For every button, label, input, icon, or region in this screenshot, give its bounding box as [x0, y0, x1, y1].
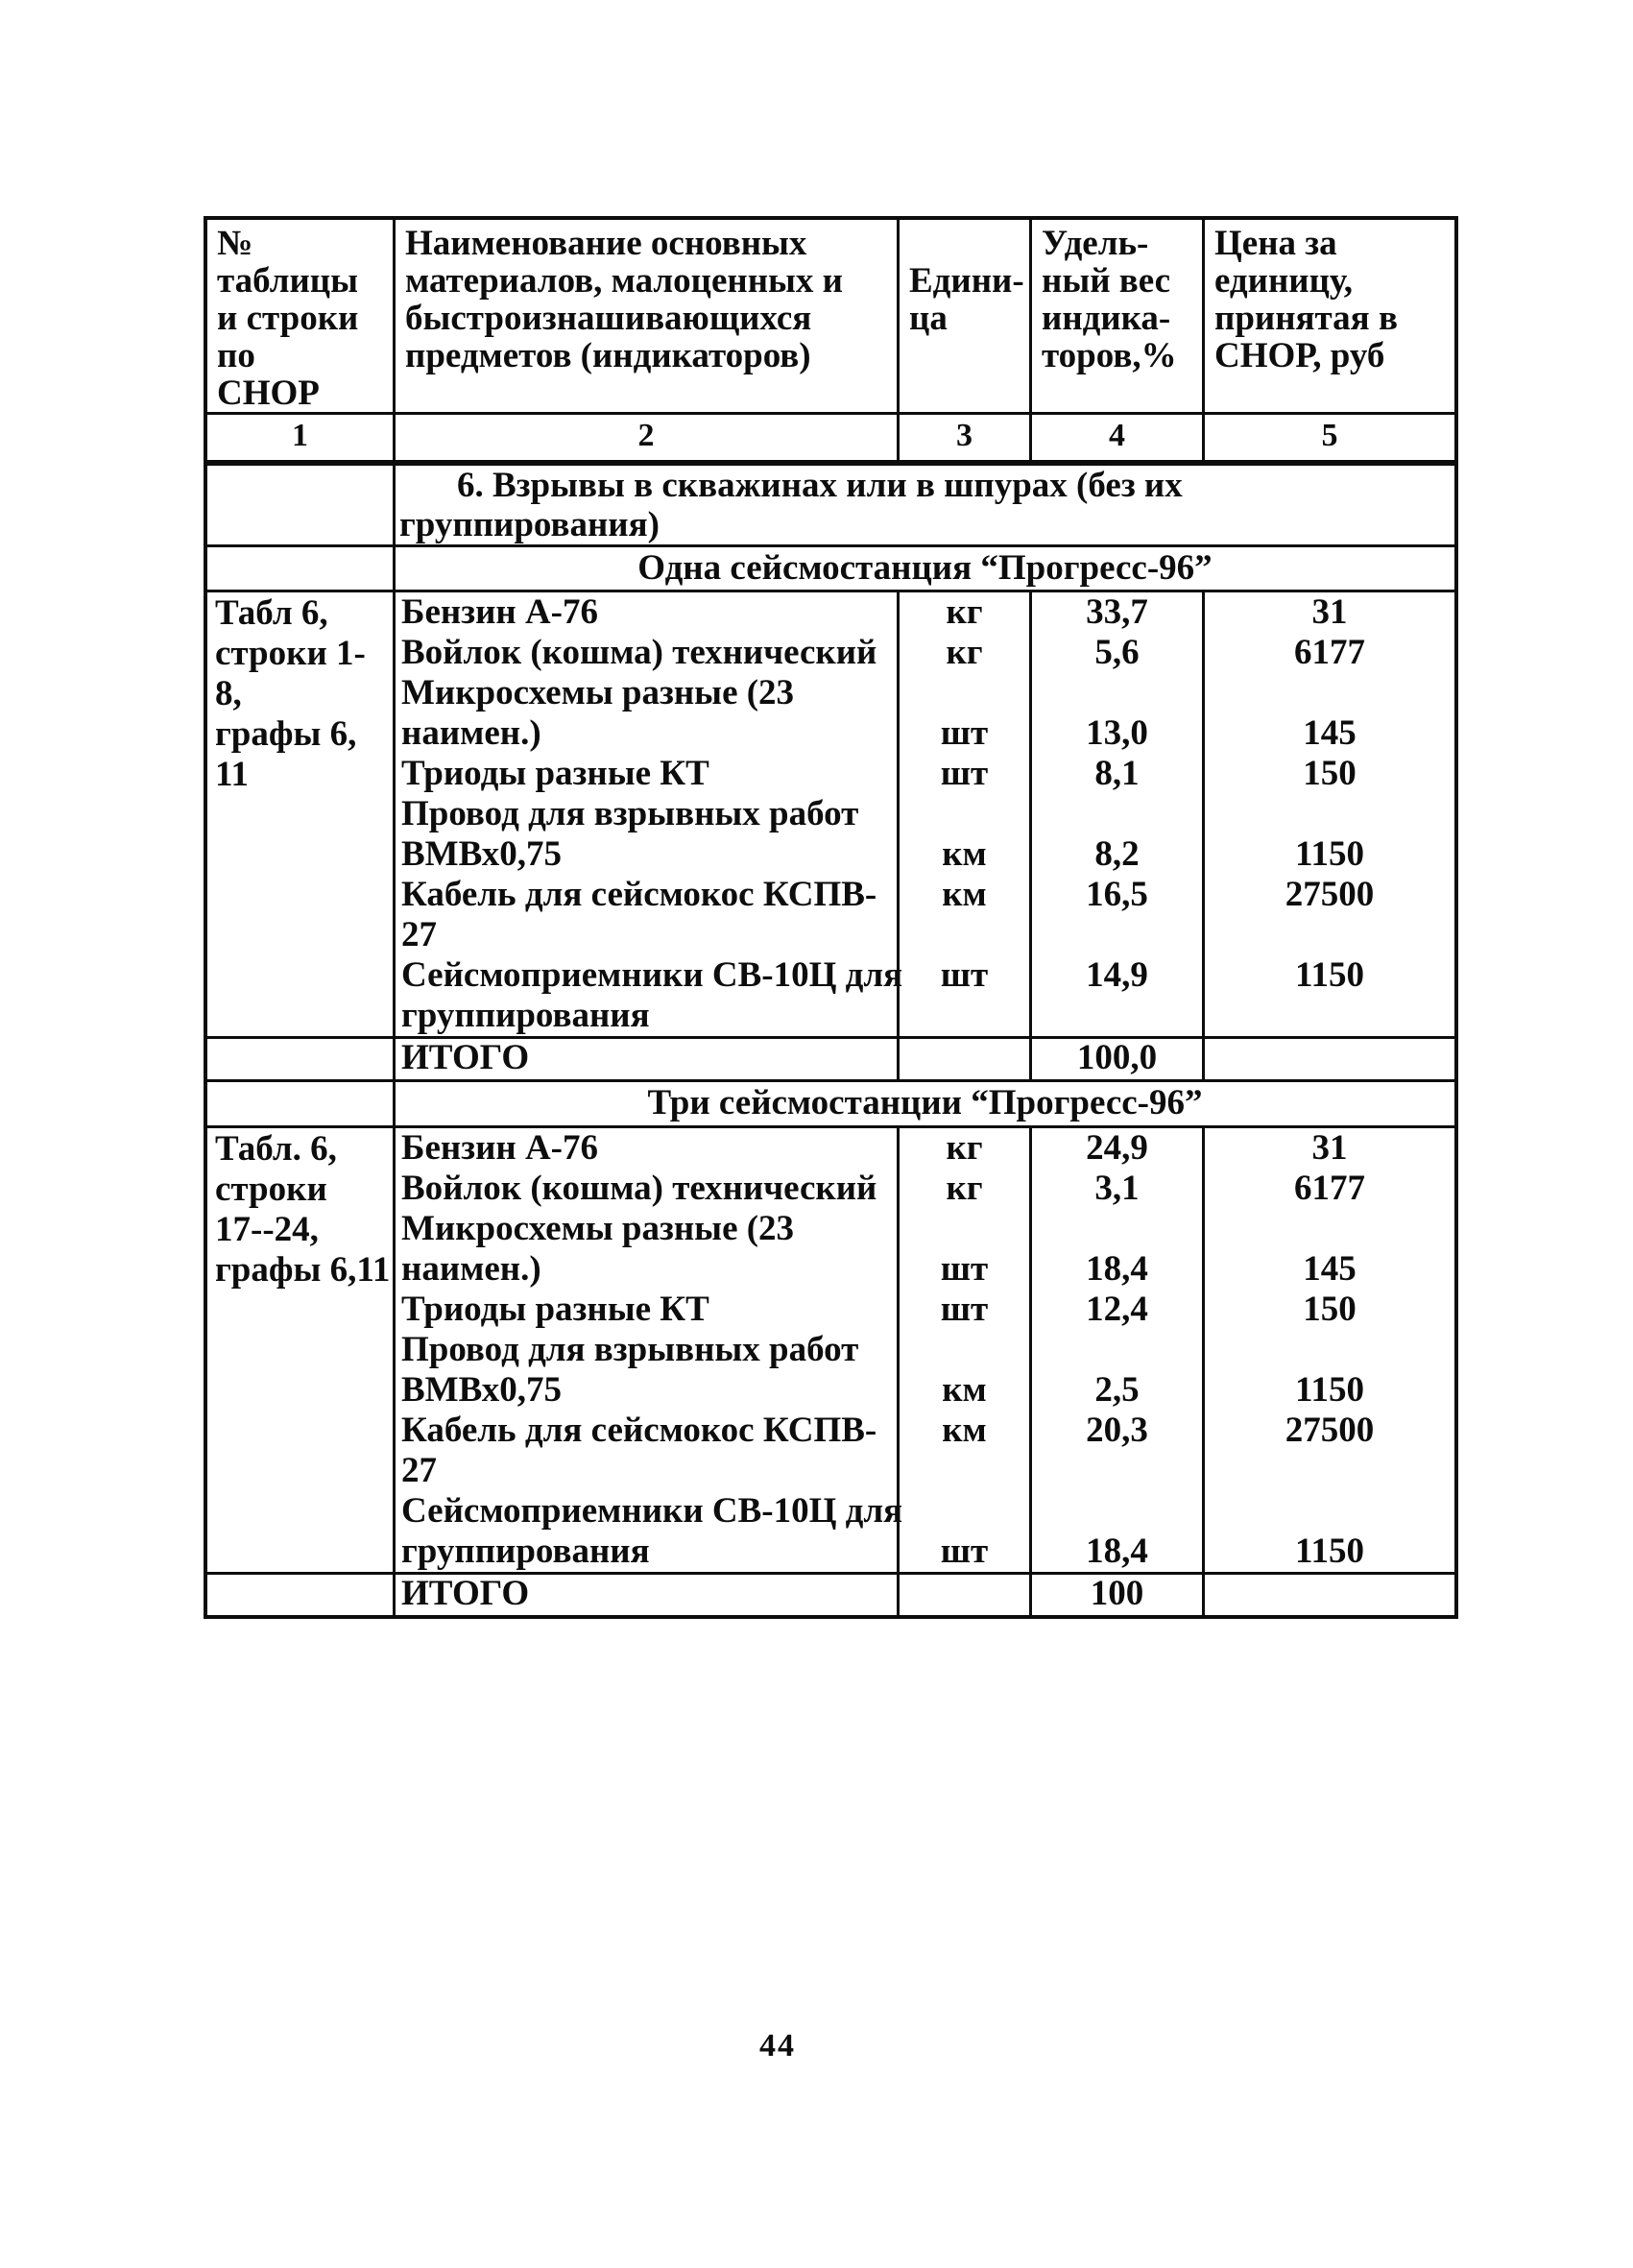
column-number: 1: [207, 415, 396, 460]
header-line: и строки: [217, 299, 359, 338]
cell-unit: [900, 794, 1032, 834]
data-block-1: [207, 592, 1454, 1039]
table-row: [396, 1532, 1454, 1572]
table-row: [396, 1290, 1454, 1330]
reference-line: Табл. 6,: [215, 1129, 337, 1169]
cell-material-name: ВМВх0,75: [396, 1370, 900, 1411]
subsection-row-one-station: [207, 547, 1454, 592]
reference-line: 11: [215, 755, 249, 794]
block1-body: [396, 592, 1454, 1036]
cell-material-name: Провод для взрывных работ: [396, 1330, 900, 1370]
table-row: [396, 955, 1454, 996]
cell-price: [1205, 996, 1454, 1036]
table-row: [396, 1451, 1454, 1491]
cell-material-name: Кабель для сейсмокос КСПВ-: [396, 1411, 900, 1451]
header-line: по: [217, 336, 255, 375]
column-numbers-row: [207, 415, 1454, 466]
cell-material-name: Триоды разные КТ: [396, 1290, 900, 1330]
cell-weight: [1032, 1451, 1205, 1491]
empty-cell: [1205, 1575, 1454, 1615]
header-line: таблицы: [217, 261, 358, 301]
table-row: [396, 915, 1454, 955]
header-line: торов,%: [1042, 336, 1177, 375]
cell-price: 27500: [1285, 1411, 1375, 1450]
empty-cell: [207, 547, 396, 590]
table-row: [396, 713, 1454, 754]
cell-material-name: ВМВх0,75: [396, 834, 900, 875]
table-row: [396, 592, 1454, 633]
cell-price: 27500: [1285, 875, 1375, 914]
section-header-row: [207, 466, 1454, 547]
data-block-2: [207, 1128, 1454, 1575]
cell-material-name: Сейсмоприемники СВ-10Ц для: [396, 1491, 900, 1532]
block2-body: [396, 1128, 1454, 1572]
cell-price: [1205, 1209, 1454, 1249]
table-row: [396, 834, 1454, 875]
cell-material-name: Бензин А-76: [396, 1128, 900, 1169]
cell-weight: [1032, 1330, 1205, 1370]
header-cell-table-ref: [207, 220, 396, 412]
cell-unit: [900, 996, 1032, 1036]
cell-price: 1150: [1295, 834, 1364, 874]
cell-price: [1205, 1330, 1454, 1370]
empty-cell: [207, 1039, 396, 1079]
column-number: 4: [1032, 415, 1205, 460]
cell-unit: кг: [900, 1128, 1032, 1169]
cell-weight: [1032, 1491, 1205, 1532]
cell-unit: шт: [900, 1249, 1032, 1290]
cell-unit: [900, 1330, 1032, 1370]
reference-line: Табл 6,: [215, 593, 328, 633]
cell-material-name: группирования: [396, 996, 900, 1036]
cell-weight: 18,4: [1032, 1532, 1205, 1572]
cell-weight: 8,2: [1032, 834, 1205, 875]
cell-weight: [1032, 996, 1205, 1036]
header-line: Удель-: [1042, 224, 1149, 263]
total-row-1: [207, 1039, 1454, 1082]
cell-price: 1150: [1295, 1370, 1364, 1410]
cell-weight: 13,0: [1032, 713, 1205, 754]
reference-line: строки 1-: [215, 634, 366, 673]
header-line: материалов, малоценных и: [405, 261, 843, 301]
cell-weight: 14,9: [1032, 955, 1205, 996]
cell-material-name: Триоды разные КТ: [396, 754, 900, 794]
cell-unit: км: [900, 875, 1032, 915]
cell-weight: [1032, 1209, 1205, 1249]
cell-unit: [900, 1451, 1032, 1491]
empty-cell: [900, 1039, 1032, 1079]
column-number: 2: [396, 415, 900, 460]
table-row: [396, 1128, 1454, 1169]
cell-price: [1205, 915, 1454, 955]
table-row: [396, 1249, 1454, 1290]
cell-material-name: 27: [396, 915, 900, 955]
header-line: Наименование основных: [405, 224, 807, 263]
cell-price: [1205, 1451, 1454, 1491]
cell-unit: км: [900, 1370, 1032, 1411]
header-cell-unit: [900, 220, 1032, 412]
header-cell-price: [1205, 220, 1454, 412]
materials-indicators-table: [204, 216, 1458, 1619]
cell-unit: кг: [900, 633, 1032, 673]
reference-line: 17--24,: [215, 1210, 319, 1249]
table-row: [396, 794, 1454, 834]
subsection-title: Три сейсмостанции “Прогресс-96”: [647, 1083, 1203, 1122]
cell-unit: [900, 673, 1032, 713]
table-row: [396, 1209, 1454, 1249]
reference-line: строки: [215, 1170, 327, 1209]
cell-weight: 18,4: [1032, 1249, 1205, 1290]
header-cell-material-name: [396, 220, 900, 412]
cell-weight: 3,1: [1032, 1169, 1205, 1209]
cell-unit: шт: [900, 955, 1032, 996]
table-row: [396, 875, 1454, 915]
cell-material-name: Провод для взрывных работ: [396, 794, 900, 834]
cell-unit: [900, 1491, 1032, 1532]
cell-weight: 5,6: [1032, 633, 1205, 673]
cell-material-name: 27: [396, 1451, 900, 1491]
cell-weight: 33,7: [1032, 592, 1205, 633]
total-row-2: [207, 1575, 1454, 1615]
cell-weight: 20,3: [1032, 1411, 1205, 1451]
cell-price: 145: [1303, 1249, 1357, 1289]
cell-material-name: Войлок (кошма) технический: [396, 1169, 900, 1209]
cell-material-name: Кабель для сейсмокос КСПВ-: [396, 875, 900, 915]
table-row: [396, 633, 1454, 673]
cell-unit: кг: [900, 1169, 1032, 1209]
header-line: Едини-: [909, 261, 1024, 301]
section-title-line2: группирования): [399, 505, 660, 544]
cell-price: [1205, 1491, 1454, 1532]
cell-unit: шт: [900, 713, 1032, 754]
cell-weight: 2,5: [1032, 1370, 1205, 1411]
cell-unit: шт: [900, 754, 1032, 794]
cell-weight: 16,5: [1032, 875, 1205, 915]
table-header-row: [207, 220, 1454, 415]
header-line: предметов (индикаторов): [405, 336, 811, 375]
header-line: СНОР: [217, 374, 320, 412]
block1-reference-cell: [207, 592, 396, 1036]
cell-unit: км: [900, 834, 1032, 875]
section-title-cell: [396, 466, 1454, 544]
cell-price: 1150: [1295, 1532, 1364, 1571]
cell-price: 145: [1303, 713, 1357, 753]
table-row: [396, 996, 1454, 1036]
cell-weight: [1032, 794, 1205, 834]
total-weight-value: 100: [1032, 1575, 1205, 1615]
empty-cell: [900, 1575, 1032, 1615]
reference-line: 8,: [215, 674, 242, 713]
subsection-row-three-stations: [207, 1082, 1454, 1128]
table-row: [396, 754, 1454, 794]
cell-price: 31: [1311, 1128, 1348, 1168]
block2-reference-cell: [207, 1128, 396, 1572]
header-line: индика-: [1042, 299, 1171, 338]
subsection-title: Одна сейсмостанция “Прогресс-96”: [637, 548, 1213, 588]
cell-material-name: Бензин А-76: [396, 592, 900, 633]
cell-unit: [900, 915, 1032, 955]
header-line: ца: [909, 299, 948, 338]
empty-cell: [207, 466, 396, 544]
cell-material-name: Войлок (кошма) технический: [396, 633, 900, 673]
cell-material-name: группирования: [396, 1532, 900, 1572]
table-row: [396, 673, 1454, 713]
cell-unit: [900, 1209, 1032, 1249]
reference-line: графы 6,: [215, 714, 357, 754]
cell-material-name: Микросхемы разные (23: [396, 673, 900, 713]
cell-weight: [1032, 915, 1205, 955]
cell-material-name: Микросхемы разные (23: [396, 1209, 900, 1249]
header-line: быстроизнашивающихся: [405, 299, 812, 338]
cell-weight: [1032, 673, 1205, 713]
empty-cell: [207, 1082, 396, 1125]
cell-weight: 8,1: [1032, 754, 1205, 794]
cell-price: 6177: [1294, 1169, 1365, 1208]
cell-unit: км: [900, 1411, 1032, 1451]
section-title-line1: 6. Взрывы в скважинах или в шпурах (без их: [457, 466, 1183, 505]
empty-cell: [207, 1575, 396, 1615]
cell-price: 150: [1303, 1290, 1357, 1329]
column-number: 3: [900, 415, 1032, 460]
table-row: [396, 1491, 1454, 1532]
table-row: [396, 1169, 1454, 1209]
cell-price: [1205, 673, 1454, 713]
header-line: ный вес: [1042, 261, 1171, 301]
total-label: ИТОГО: [396, 1575, 900, 1615]
header-cell-weight: [1032, 220, 1205, 412]
cell-weight: 12,4: [1032, 1290, 1205, 1330]
cell-material-name: наимен.): [396, 1249, 900, 1290]
cell-unit: шт: [900, 1290, 1032, 1330]
header-line: единицу,: [1214, 261, 1353, 301]
cell-material-name: Сейсмоприемники СВ-10Ц для: [396, 955, 900, 996]
empty-cell: [1205, 1039, 1454, 1079]
page-number: 44: [759, 2028, 796, 2063]
cell-price: 31: [1311, 592, 1348, 632]
header-line: №: [217, 224, 253, 263]
cell-price: [1205, 794, 1454, 834]
reference-line: графы 6,11: [215, 1250, 391, 1290]
cell-price: 150: [1303, 754, 1357, 793]
table-row: [396, 1411, 1454, 1451]
cell-unit: шт: [900, 1532, 1032, 1572]
table-row: [396, 1370, 1454, 1411]
header-line: принятая в: [1214, 299, 1398, 338]
column-number: 5: [1321, 418, 1338, 453]
header-line: СНОР, руб: [1214, 336, 1385, 375]
table-row: [396, 1330, 1454, 1370]
total-label: ИТОГО: [396, 1039, 900, 1079]
cell-price: 1150: [1295, 955, 1364, 995]
cell-unit: кг: [900, 592, 1032, 633]
total-weight-value: 100,0: [1032, 1039, 1205, 1079]
cell-price: 6177: [1294, 633, 1365, 672]
cell-weight: 24,9: [1032, 1128, 1205, 1169]
header-line: Цена за: [1214, 224, 1337, 263]
cell-material-name: наимен.): [396, 713, 900, 754]
